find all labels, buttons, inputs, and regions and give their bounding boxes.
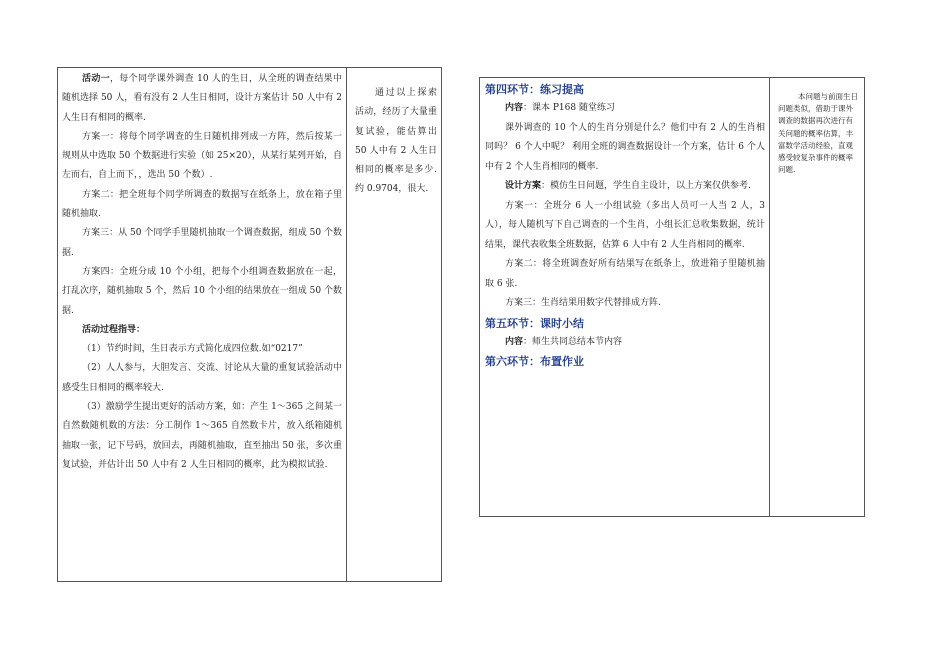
- activity-one-paragraph: [62, 70, 342, 128]
- design-paragraph: 设计方案：模仿生日问题，学生自主设计，以上方案仅供参考.: [505, 181, 751, 191]
- right-lesson-table: [479, 77, 865, 517]
- left-lesson-table: [57, 67, 442, 582]
- section-five-heading: 第五环节：课时小结: [485, 316, 584, 330]
- left-side-cell: [347, 68, 441, 581]
- right-main-cell: [480, 78, 769, 516]
- content-two-line: 内容：师生共同总结本节内容: [505, 336, 623, 347]
- right-side-cell: [770, 78, 864, 516]
- guide-three-paragraph: （3）激励学生提出更好的活动方案，如：产生 1～365 之间某一自然数随机数的方法：分工制作 1～365 自然数卡片，放入纸箱随机抽取一张，记下号码，放回去，再随机抽取，直至抽出 50 张，多次重复试验，并估计出 50 人中有 2 人生日相同的概率，此为模拟试验.: [62, 402, 342, 470]
- plan-three-paragraph: 方案三：从 50 个同学手里随机抽取一个调查数据，组成 50 个数据.: [62, 228, 342, 258]
- question-paragraph: 课外调查的 10 个人的生肖分别是什么？他们中有 2 人的生肖相同吗？ 6 个人中呢？ 利用全班的调查数据设计一个方案，估计 6 个人中有 2 个人生肖相同的概率.: [485, 122, 765, 172]
- content-line: 内容：课本 P168 随堂练习: [505, 103, 615, 113]
- plan-two-paragraph: 方案二：把全班每个同学所调查的数据写在纸条上，放在箱子里随机抽取.: [62, 189, 342, 220]
- left-main-cell: [58, 68, 346, 581]
- section-four-heading: 第四环节：练习提高: [485, 83, 584, 96]
- plan-four-paragraph: 方案四：全班分成 10 个小组，把每个小组调查数据放在一起，打乱次序，随机抽取 5 个，然后 10 个小组的结果放在一组成 50 个数据.: [62, 266, 342, 316]
- activity-one-title: 活动一: [82, 74, 110, 84]
- activity-one-text: ，每个同学课外调查 10 人的生日，从全班的调查结果中随机选择 50 人，看有没有 2 人生日相同，设计方案估计 50 人中有 2 人生日有相同的概率.: [62, 74, 342, 123]
- section-six-heading: 第六环节：布置作业: [485, 355, 584, 368]
- zodiac-plan-three-paragraph: 方案三：生肖结果用数字代替排成方阵.: [505, 298, 661, 308]
- zodiac-plan-one-paragraph: 方案一：全班分 6 人一小组试验（多出人员可一人当 2 人，3 人），每人随机写下自己调查的一个生肖，小组长汇总收集数据，统计结果，课代表收集全班数据，估算 6 人中有 2 人生肖相同的概率.: [485, 200, 765, 250]
- guide-two-paragraph: （2）人人参与，大胆发言、交流、讨论从大量的重复试验活动中感受生日相同的概率较大.: [62, 363, 342, 393]
- left-side-note: 通过以上探索活动，经历了大量重复试验，能估算出 50 人中有 2 人生日相同的概率是多少.约 0.9704，很大.: [355, 88, 437, 195]
- right-side-note: 本问题与前面生日问题类似，借助于课外调查的数据再次进行有关问题的概率估算，丰富数学活动经验，直观感受较复杂事件的概率问题.: [778, 92, 858, 175]
- zodiac-plan-two-paragraph: 方案二：将全班调查好所有结果写在纸条上，放进箱子里随机抽取 6 张.: [485, 259, 765, 289]
- plan-one-paragraph: 方案一：将每个同学调查的生日随机排列成一方阵，然后按某一规则从中选取 50 个数据进行实验（如 25×20），从某行某列开始，自左而右，自上而下，，选出 50 个数）.: [62, 131, 342, 181]
- guide-one-paragraph: （1）节约时间，生日表示方式简化成四位数.如“0217”: [82, 344, 303, 355]
- guide-title: 活动过程指导：: [82, 324, 146, 335]
